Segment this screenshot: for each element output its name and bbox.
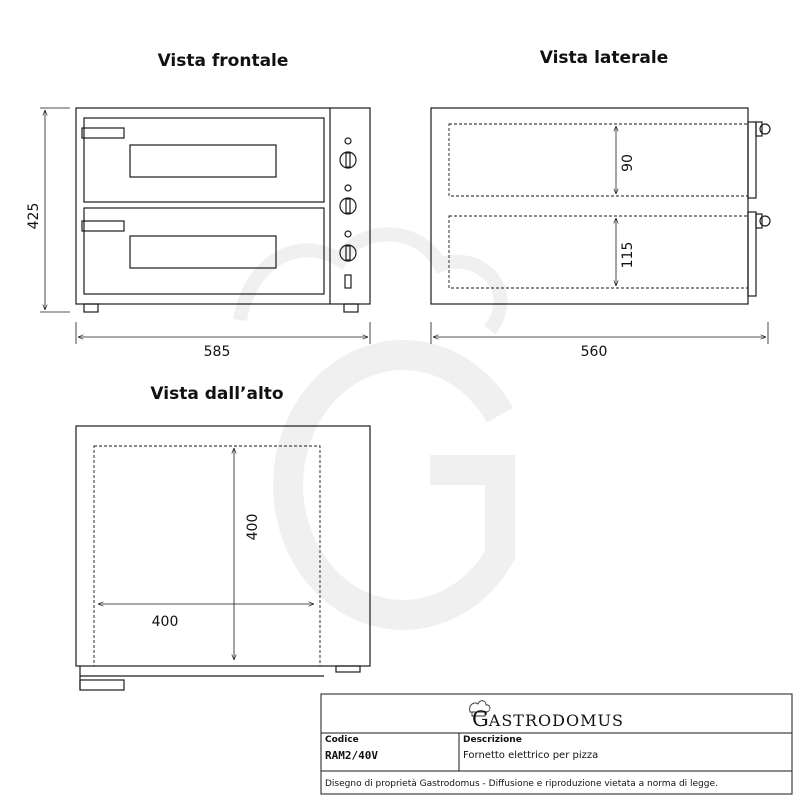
description-value: Fornetto elettrico per pizza (463, 750, 599, 761)
brand-logo-text (472, 707, 624, 731)
side-dimension-lines (431, 126, 768, 344)
lower-door-handle (82, 221, 124, 231)
upper-handle-profile (756, 122, 762, 136)
side-chambers (449, 124, 748, 288)
code-value: RAM2/40V (325, 749, 378, 762)
brand-rest: ASTRODOMUS (488, 711, 624, 730)
indicator-light-icon (345, 138, 351, 144)
top-width-dimension: 400 (151, 614, 179, 630)
indicator-light-icon (345, 185, 351, 191)
power-switch-icon (345, 275, 351, 288)
upper-door-handle (82, 128, 124, 138)
ownership-notice: Disegno di proprietà Gastrodomus - Diffusione e riproduzione vietata a norma di legge. (325, 779, 718, 789)
side-view-title: Vista laterale (539, 48, 669, 68)
upper-chamber-height-dimension: 90 (620, 154, 636, 172)
front-width-dimension: 585 (203, 344, 231, 360)
top-view (76, 426, 370, 690)
lower-chamber-height-dimension: 115 (620, 241, 636, 269)
upper-door-profile (748, 122, 756, 198)
upper-door-window (130, 145, 276, 177)
front-view-title: Vista frontale (157, 51, 289, 71)
indicator-light-icon (345, 231, 351, 237)
top-view-title: Vista dall’alto (150, 384, 284, 404)
lower-door-window (130, 236, 276, 268)
side-depth-dimension: 560 (580, 344, 608, 360)
upper-chamber-outline (449, 124, 748, 196)
description-label: Descrizione (463, 735, 522, 745)
top-depth-dimension: 400 (245, 513, 261, 541)
foot (84, 304, 98, 312)
front-view (76, 108, 370, 312)
lower-door-profile (748, 212, 756, 296)
thermostat-knob-icon (340, 198, 356, 214)
upper-oven-door (84, 118, 324, 202)
brand-initial: G (472, 707, 489, 731)
top-door-handle (80, 680, 124, 690)
lower-handle-profile (756, 214, 762, 228)
front-height-dimension: 425 (26, 202, 42, 230)
foot (344, 304, 358, 312)
front-dimension-lines (40, 108, 370, 344)
code-label: Codice (325, 735, 359, 745)
thermostat-knob-icon (340, 152, 356, 168)
top-foot (336, 666, 360, 672)
